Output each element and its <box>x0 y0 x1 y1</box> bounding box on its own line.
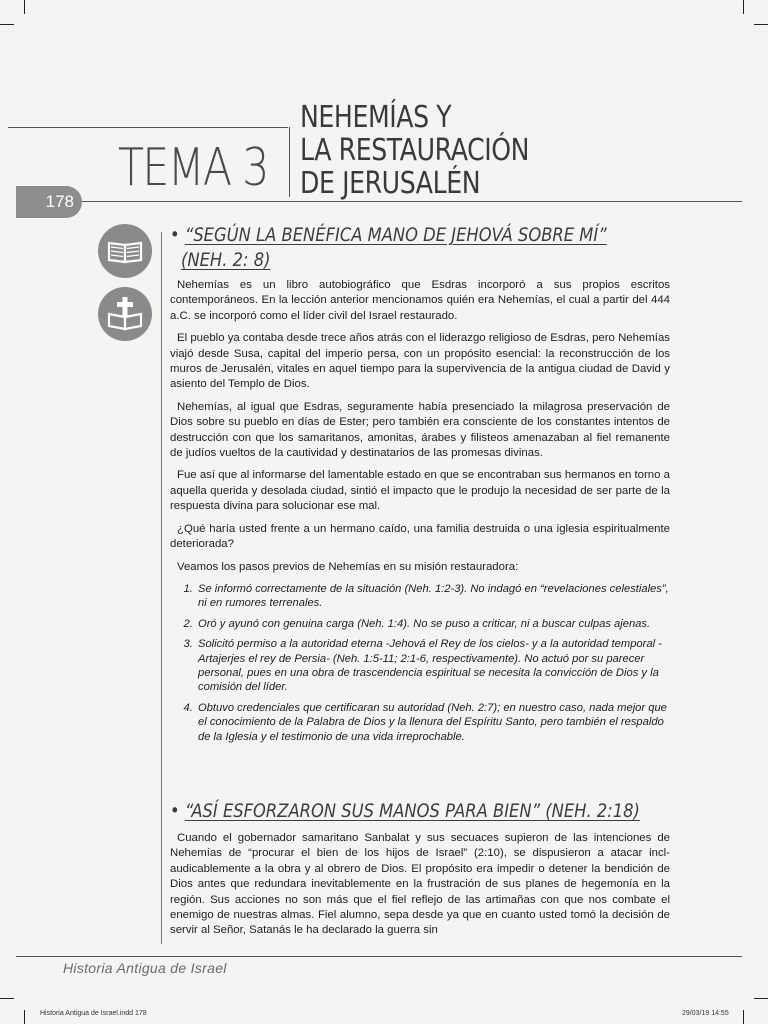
footer-rule <box>16 956 742 957</box>
list-item: 4. Obtuvo credenciales que certificaran su autoridad (Neh. 2:7); en nuestro caso, nada mejor que el conocimiento de la Palabra de Dios y la llenura del Espíritu Santo, pero también el respaldo de la Iglesia y el testimonio de una vida irreprochable. <box>196 701 670 744</box>
crop-mark <box>0 998 14 999</box>
section-heading-1-line-1: “SEGÚN LA BENÉFICA MANO DE JEHOVÁ SOBRE MÍ” <box>184 224 607 246</box>
section-heading-1 <box>170 224 607 246</box>
paragraph: Nehemías es un libro autobiográfico que Esdras incorporó a sus propios escritos contemporáneos. En la lección anterior mencionamos quién era Nehemías, el cual a partir del 444 a.C. se incorporó como el líder civil del Israel restaurado. <box>170 279 670 322</box>
paragraph: Fue así que al informarse del lamentable estado en que se encontraban sus hermanos en torno a aquella querida y desolada ciudad, sintió el impacto que le produjo la necesidad de ser parte de la respuesta divina para solucionar ese mal. <box>170 469 670 513</box>
crop-mark <box>754 24 768 25</box>
book-icon <box>98 224 152 278</box>
content-left-rule <box>161 232 162 944</box>
chapter-title-line-2: LA RESTAURACIÓN <box>300 133 530 168</box>
paragraph: ¿Qué haría usted frente a un hermano caído, una familia destruida o una iglesia espiritualmente deteriorada? <box>170 522 670 551</box>
page-number-badge <box>16 186 82 218</box>
crop-mark <box>24 0 25 14</box>
crop-mark <box>754 998 768 999</box>
header-rule-bottom <box>82 201 742 202</box>
list-item: 1. Se informó correctamente de la situación (Neh. 1:2-3). No indagó en “revelaciones celestiales”, ni en rumores terrenales. <box>196 582 670 611</box>
paragraph: El pueblo ya contaba desde trece años atrás con el liderazgo religioso de Esdras, pero Nehemías viajó desde Susa, capital del imperio persa, con un propósito esencial: la reconstrucción de los muros de Jerusalén, vitales en aquel tiempo para la supervivencia de la antigua ciudad de David y asiento del Templo de Dios. <box>170 332 670 391</box>
list-item: 3. Solicitó permiso a la autoridad eterna -Jehová el Rey de los cielos- y a la autoridad temporal -Artajerjes el rey de Persia- (Neh. 1:5-11; 2:1-6, respectivamente). No actuó por su parecer personal, pues en una obra de trascendencia espiritual se necesita la convicción de Dios y la comisión del líder. <box>196 637 670 695</box>
steps-list <box>170 582 670 744</box>
print-slug-right: 29/03/19 14:55 <box>682 1010 729 1017</box>
crop-mark <box>0 24 14 25</box>
header-rule-top <box>8 127 288 128</box>
paragraph: Cuando el gobernador samaritano Sanbalat y sus secuaces supieron de las intenciones de Nehemías de “procurar el bien de los hijos de Israel” (2:10), se dispusieron a atacar inclaudicablemente a la obra y al obrero de Dios. El propósito era impedir o detener la bendición de Dios antes que redundara inevitablemente en la frustración de sus planes de hegemonía en la región. Sus acciones no son más que el fiel reflejo de las artimañas con que nos combate el enemigo de nuestras almas. Fiel alumno, sepa desde ya que en cuanto usted tomó la decisión de servir al Señor, Satanás le ha declarado la guerra sin <box>170 832 670 937</box>
paragraph: Nehemías, al igual que Esdras, seguramente había presenciado la milagrosa preservación de Dios sobre su pueblo en días de Ester; pero también era consciente de los constantes intentos de destrucción con que los samaritanos, amonitas, árabes y filisteos amenazaban al fiel remanente de judíos vueltos de la cautividad y destinatarios de las promesas divinas. <box>170 400 670 460</box>
print-slug-left: Historia Antigua de Israel.indd 178 <box>40 1010 147 1017</box>
paragraph: Veamos los pasos previos de Nehemías en su misión restauradora: <box>177 560 519 573</box>
section-heading-2 <box>170 800 640 822</box>
list-item: 2. Oró y ayunó con genuina carga (Neh. 1:4). No se puso a criticar, ni a buscar culpas ajenas. <box>196 617 670 631</box>
crop-mark <box>743 0 744 14</box>
page-number: 178 <box>45 192 74 211</box>
section-2-body <box>170 831 670 939</box>
section-heading-1-line-2: (NEH. 2: 8) <box>181 249 271 271</box>
chapter-label: TEMA 3 <box>118 138 268 198</box>
crop-mark <box>743 1010 744 1024</box>
running-footer-title: Historia Antigua de Israel <box>63 960 227 976</box>
header-divider-vertical <box>289 127 290 197</box>
crop-mark <box>24 1010 25 1024</box>
bullet: • <box>170 224 180 246</box>
chapter-title-line-1: NEHEMÍAS Y <box>300 100 452 135</box>
section-heading-2-text: “ASÍ ESFORZARON SUS MANOS PARA BIEN” (NEH. 2:18) <box>184 800 640 822</box>
section-1-body <box>170 278 670 750</box>
bullet: • <box>170 800 180 822</box>
bible-cross-icon <box>98 287 152 341</box>
section-heading-1-ref <box>181 249 270 271</box>
chapter-title-line-3: DE JERUSALÉN <box>300 166 481 201</box>
